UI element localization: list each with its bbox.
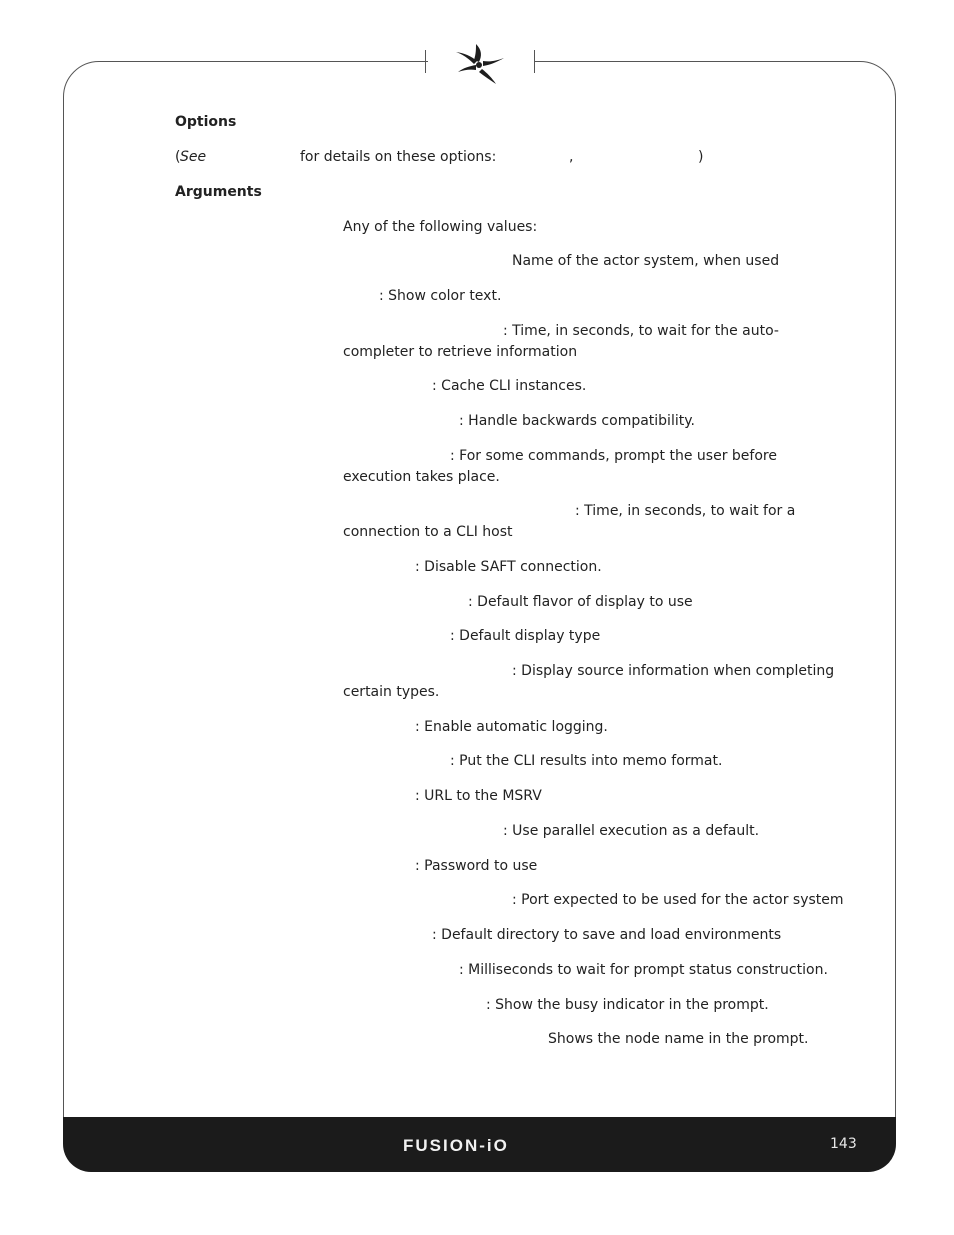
value-line: Name of the actor system, when used — [512, 253, 780, 269]
value-line: : Default display type — [450, 628, 601, 644]
value-line: Shows the node name in the prompt. — [548, 1031, 809, 1047]
options-description — [175, 147, 715, 168]
options-details: for details on these options: — [300, 149, 497, 165]
header-divider-right — [534, 50, 535, 73]
options-paren-close: ) — [698, 149, 704, 165]
value-line: : Handle backwards compatibility. — [459, 413, 695, 429]
value-line: : Default flavor of display to use — [468, 594, 693, 610]
options-paren-open: ( — [175, 149, 181, 165]
arguments-heading: Arguments — [175, 184, 262, 200]
value-line-continued: execution takes place. — [343, 469, 500, 485]
svg-text:FUSION-iO: FUSION-iO — [403, 1136, 509, 1155]
options-comma: , — [569, 149, 574, 165]
value-line: : Show the busy indicator in the prompt. — [486, 997, 769, 1013]
value-line: : Milliseconds to wait for prompt status construction. — [459, 962, 828, 978]
value-line: : Show color text. — [379, 288, 502, 304]
value-line-continued: connection to a CLI host — [343, 524, 513, 540]
value-line: : URL to the MSRV — [415, 788, 542, 804]
value-line-continued: completer to retrieve information — [343, 344, 578, 360]
value-line-continued: certain types. — [343, 684, 440, 700]
value-line: : Password to use — [415, 858, 538, 874]
options-heading: Options — [175, 114, 237, 130]
options-see: See — [180, 149, 207, 165]
value-line: : Disable SAFT connection. — [415, 559, 602, 575]
value-line: : Use parallel execution as a default. — [503, 823, 760, 839]
value-line: : For some commands, prompt the user before — [450, 448, 777, 464]
page-number: 143 — [830, 1136, 857, 1152]
fusion-io-logo — [403, 1135, 553, 1155]
value-line: : Put the CLI results into memo format. — [450, 753, 723, 769]
value-line: : Default directory to save and load environments — [432, 927, 782, 943]
value-line: : Display source information when completing — [512, 663, 835, 679]
header-divider-left — [425, 50, 426, 73]
arguments-intro: Any of the following values: — [343, 219, 538, 235]
pinwheel-star-icon — [452, 40, 508, 86]
value-line: : Time, in seconds, to wait for the auto- — [503, 323, 779, 339]
value-line: : Time, in seconds, to wait for a — [575, 503, 796, 519]
value-line: : Enable automatic logging. — [415, 719, 608, 735]
value-line: : Cache CLI instances. — [432, 378, 587, 394]
value-line: : Port expected to be used for the actor system — [512, 892, 844, 908]
